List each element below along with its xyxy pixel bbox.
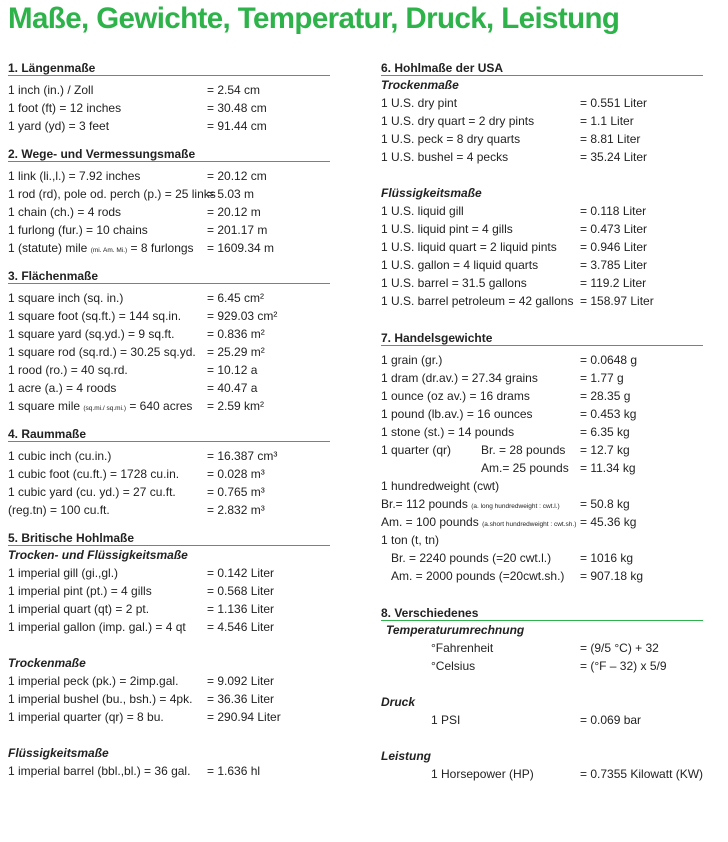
unit-value: = 0.568 Liter: [207, 584, 275, 598]
unit-label: 1 ounce (oz av.) = 16 drams: [381, 389, 530, 403]
table-row: [8, 185, 330, 203]
unit-label: 1 chain (ch.) = 4 rods: [8, 205, 122, 219]
table-row: [8, 239, 330, 257]
table-row: [8, 397, 330, 415]
unit-abbrev: (mi. Am. Mi.): [90, 247, 128, 254]
unit-label: 1 furlong (fur.) = 10 chains: [8, 223, 148, 237]
table-row: [8, 690, 330, 708]
unit-value: = 1.77 g: [580, 371, 624, 385]
unit-value: = 1.1 Liter: [580, 114, 634, 128]
unit-value: = 0.028 m³: [207, 467, 265, 481]
table-row: [381, 94, 703, 112]
table-row: [381, 531, 703, 549]
table-row: [381, 549, 703, 567]
section-britische-hohlmasse: [8, 532, 330, 780]
unit-value: = 1609.34 m: [207, 241, 275, 255]
table-row: [8, 325, 330, 343]
unit-label: 1 rood (ro.) = 40 sq.rd.: [8, 363, 128, 377]
unit-label: 1 imperial gallon (imp. gal.) = 4 qt: [8, 620, 186, 634]
unit-value: = 0.142 Liter: [207, 566, 275, 580]
section-heading: 7. Handelsgewichte: [381, 332, 703, 346]
table-row: [8, 221, 330, 239]
table-row: [8, 81, 330, 99]
unit-label-text: 1 square mile: [8, 399, 84, 413]
table-row: [8, 582, 330, 600]
table-row: [381, 639, 703, 657]
table-row: [381, 112, 703, 130]
table-row: [381, 387, 703, 405]
unit-value: = 8.81 Liter: [580, 132, 641, 146]
section-heading: 4. Raummaße: [8, 428, 330, 442]
unit-value: = 20.12 m: [207, 205, 261, 219]
unit-value: = 3.785 Liter: [580, 258, 648, 272]
unit-value: = 929.03 cm²: [207, 309, 278, 323]
unit-label: 1 imperial gill (gi.,gl.): [8, 566, 119, 580]
table-row: [8, 307, 330, 325]
unit-label: 1 quarter (qr): [381, 443, 452, 457]
unit-value: = 907.18 kg: [580, 569, 644, 583]
table-row: [381, 130, 703, 148]
unit-label: 1 cubic foot (cu.ft.) = 1728 cu.in.: [8, 467, 180, 481]
unit-value: = 12.7 kg: [580, 443, 630, 457]
section-raummasse: [8, 428, 330, 519]
unit-label: 1 U.S. liquid quart = 2 liquid pints: [381, 240, 557, 254]
table-row: [381, 202, 703, 220]
unit-value: = 5.03 m: [207, 187, 255, 201]
unit-value: = 16.387 cm³: [207, 449, 278, 463]
table-row: [8, 447, 330, 465]
unit-label: 1 stone (st.) = 14 pounds: [381, 425, 515, 439]
unit-value: = 40.47 a: [207, 381, 258, 395]
unit-label: 1 U.S. dry quart = 2 dry pints: [381, 114, 535, 128]
unit-value: = 0.069 bar: [580, 713, 642, 727]
unit-value: = 91.44 cm: [207, 119, 267, 133]
unit-abbrev: (a. long hundredweight : cwt.l.): [471, 503, 560, 510]
unit-label: 1 U.S. barrel = 31.5 gallons: [381, 276, 527, 290]
unit-value: = 0.0648 g: [580, 353, 638, 367]
unit-value: = 0.453 kg: [580, 407, 637, 421]
unit-value: = 119.2 Liter: [580, 276, 647, 290]
unit-label: 1 rod (rd), pole od. perch (p.) = 25 links: [8, 187, 216, 201]
section-laengenmasse: [8, 62, 330, 135]
unit-label: 1 acre (a.) = 4 roods: [8, 381, 117, 395]
unit-value: = 11.34 kg: [580, 461, 636, 475]
left-column: [8, 62, 330, 780]
unit-value: = 0.551 Liter: [580, 96, 648, 110]
unit-value: = 2.832 m³: [207, 503, 265, 517]
section-heading: 2. Wege- und Vermessungsmaße: [8, 148, 330, 162]
section-heading: 6. Hohlmaße der USA: [381, 62, 703, 76]
unit-label: 1 square yard (sq.yd.) = 9 sq.ft.: [8, 327, 175, 341]
subsection-heading: Leistung: [381, 749, 431, 763]
unit-variant: Br. = 28 pounds: [481, 443, 566, 457]
unit-value: = 158.97 Liter: [580, 294, 654, 308]
unit-label: 1 U.S. bushel = 4 pecks: [381, 150, 509, 164]
table-row: [381, 477, 703, 495]
table-row: [381, 405, 703, 423]
unit-label: 1 U.S. gallon = 4 liquid quarts: [381, 258, 539, 272]
unit-value: = (9/5 °C) + 32: [580, 641, 659, 655]
table-row: [381, 256, 703, 274]
unit-label: 1 imperial peck (pk.) = 2imp.gal.: [8, 674, 179, 688]
unit-abbrev: (sq.mi./ sq.mi.): [83, 405, 126, 412]
unit-label: [8, 239, 194, 260]
unit-value: = 28.35 g: [580, 389, 631, 403]
unit-label: 1 inch (in.) / Zoll: [8, 83, 94, 97]
table-row: [8, 117, 330, 135]
unit-label: 1 imperial barrel (bbl.,bl.) = 36 gal.: [8, 764, 191, 778]
table-row: [8, 203, 330, 221]
table-row: [381, 495, 703, 513]
unit-label: 1 ton (t, tn): [381, 533, 440, 547]
subsection-heading: Trockenmaße: [381, 78, 459, 92]
unit-label-text: = 640 acres: [126, 399, 193, 413]
unit-value: = 0.118 Liter: [580, 204, 647, 218]
subsection-heading: Trocken- und Flüssigkeitsmaße: [8, 548, 188, 562]
unit-value: = 0.946 Liter: [580, 240, 648, 254]
table-row: [381, 369, 703, 387]
table-row: [8, 762, 330, 780]
unit-label: 1 cubic inch (cu.in.): [8, 449, 112, 463]
unit-value: = 201.17 m: [207, 223, 268, 237]
table-row: [8, 501, 330, 519]
unit-value: = 20.12 cm: [207, 169, 267, 183]
unit-value: = 0.7355 Kilowatt (KW): [580, 767, 704, 781]
table-row: [381, 765, 703, 783]
unit-value: = 35.24 Liter: [580, 150, 648, 164]
unit-label: 1 square inch (sq. in.): [8, 291, 124, 305]
unit-value: = 4.546 Liter: [207, 620, 275, 634]
section-handelsgewichte: [381, 332, 703, 585]
unit-label-text: = 8 furlongs: [127, 241, 194, 255]
unit-value: = 2.59 km²: [207, 399, 265, 413]
unit-label: 1 link (li.,l.) = 7.92 inches: [8, 169, 141, 183]
subsection-heading: Temperaturumrechnung: [386, 623, 525, 637]
unit-label: (reg.tn) = 100 cu.ft.: [8, 503, 110, 517]
unit-label: °Celsius: [431, 659, 476, 673]
unit-label: 1 yard (yd) = 3 feet: [8, 119, 110, 133]
table-row: [381, 238, 703, 256]
table-row: [8, 618, 330, 636]
unit-label: 1 foot (ft) = 12 inches: [8, 101, 122, 115]
unit-label: 1 imperial pint (pt.) = 4 gills: [8, 584, 152, 598]
unit-label: 1 U.S. liquid gill: [381, 204, 464, 218]
unit-label: 1 imperial bushel (bu., bsh.) = 4pk.: [8, 692, 193, 706]
unit-value: = 30.48 cm: [207, 101, 267, 115]
unit-label: 1 dram (dr.av.) = 27.34 grains: [381, 371, 538, 385]
unit-label: 1 hundredweight (cwt): [381, 479, 500, 493]
unit-label: Br. = 2240 pounds (=20 cwt.l.): [391, 551, 552, 565]
unit-label: 1 U.S. liquid pint = 4 gills: [381, 222, 513, 236]
table-row: [381, 657, 703, 675]
section-flaechenmasse: [8, 270, 330, 415]
table-row: [381, 148, 703, 166]
unit-label-text: 1 (statute) mile: [8, 241, 91, 255]
section-heading: 1. Längenmaße: [8, 62, 330, 76]
section-hohlmasse-usa: [381, 62, 703, 310]
unit-label: 1 imperial quart (qt) = 2 pt.: [8, 602, 150, 616]
table-row: [8, 483, 330, 501]
table-row: [8, 564, 330, 582]
table-row: [8, 343, 330, 361]
table-row: [381, 567, 703, 585]
table-row: [8, 167, 330, 185]
table-row: [381, 274, 703, 292]
unit-value: = 0.473 Liter: [580, 222, 648, 236]
unit-value: = 0.765 m³: [207, 485, 265, 499]
unit-value: = 9.092 Liter: [207, 674, 275, 688]
unit-label: 1 pound (lb.av.) = 16 ounces: [381, 407, 533, 421]
unit-label: 1 PSI: [431, 713, 461, 727]
unit-label: 1 U.S. dry pint: [381, 96, 458, 110]
unit-variant: Am.= 25 pounds: [481, 461, 569, 475]
unit-label-text: Br.= 112 pounds: [381, 497, 472, 511]
unit-value: = 290.94 Liter: [207, 710, 281, 724]
subsection-heading: Flüssigkeitsmaße: [8, 746, 109, 760]
table-row: [8, 465, 330, 483]
table-row: [8, 600, 330, 618]
right-column: [381, 62, 703, 783]
section-wegemasse: [8, 148, 330, 257]
table-row: [8, 361, 330, 379]
unit-label: 1 square rod (sq.rd.) = 30.25 sq.yd.: [8, 345, 196, 359]
unit-value: = 2.54 cm: [207, 83, 261, 97]
subsection-heading: Flüssigkeitsmaße: [381, 186, 482, 200]
table-row: [8, 99, 330, 117]
unit-label: 1 Horsepower (HP): [431, 767, 534, 781]
unit-label: °Fahrenheit: [431, 641, 494, 655]
table-row: [381, 441, 703, 459]
table-row: [381, 459, 703, 477]
section-heading: 5. Britische Hohlmaße: [8, 532, 330, 546]
table-row: [381, 220, 703, 238]
unit-label: 1 imperial quarter (qr) = 8 bu.: [8, 710, 164, 724]
unit-value: = 1.636 hl: [207, 764, 261, 778]
unit-abbrev: (a.short hundredweight : cwt.sh.): [482, 521, 577, 528]
unit-value: = 50.8 kg: [580, 497, 630, 511]
unit-value: = 1.136 Liter: [207, 602, 275, 616]
unit-value: = 45.36 kg: [580, 515, 637, 529]
unit-value: = 25.29 m²: [207, 345, 265, 359]
table-row: [381, 351, 703, 369]
unit-value: = 0.836 m²: [207, 327, 265, 341]
unit-value: = (°F – 32) x 5/9: [580, 659, 667, 673]
unit-label: 1 grain (gr.): [381, 353, 443, 367]
section-heading: 3. Flächenmaße: [8, 270, 330, 284]
table-row: [8, 672, 330, 690]
unit-label: Am. = 2000 pounds (=20cwt.sh.): [391, 569, 565, 583]
unit-label: 1 U.S. peck = 8 dry quarts: [381, 132, 521, 146]
subsection-heading: Druck: [381, 695, 416, 709]
table-row: [381, 711, 703, 729]
section-heading: 8. Verschiedenes: [381, 607, 703, 621]
unit-value: = 36.36 Liter: [207, 692, 275, 706]
unit-label: 1 U.S. barrel petroleum = 42 gallons: [381, 294, 574, 308]
unit-label: 1 square foot (sq.ft.) = 144 sq.in.: [8, 309, 182, 323]
table-row: [8, 289, 330, 307]
unit-value: = 1016 kg: [580, 551, 634, 565]
unit-value: = 10.12 a: [207, 363, 258, 377]
section-verschiedenes: [381, 607, 703, 783]
table-row: [8, 708, 330, 726]
page-title: Maße, Gewichte, Temperatur, Druck, Leistung: [8, 2, 620, 35]
subsection-heading: Trockenmaße: [8, 656, 86, 670]
unit-value: = 6.35 kg: [580, 425, 630, 439]
table-row: [381, 292, 703, 310]
unit-label-text: Am. = 100 pounds: [381, 515, 483, 529]
table-row: [8, 379, 330, 397]
unit-label: [8, 397, 192, 418]
unit-label: 1 cubic yard (cu. yd.) = 27 cu.ft.: [8, 485, 176, 499]
table-row: [381, 423, 703, 441]
table-row: [381, 513, 703, 531]
unit-value: = 6.45 cm²: [207, 291, 265, 305]
